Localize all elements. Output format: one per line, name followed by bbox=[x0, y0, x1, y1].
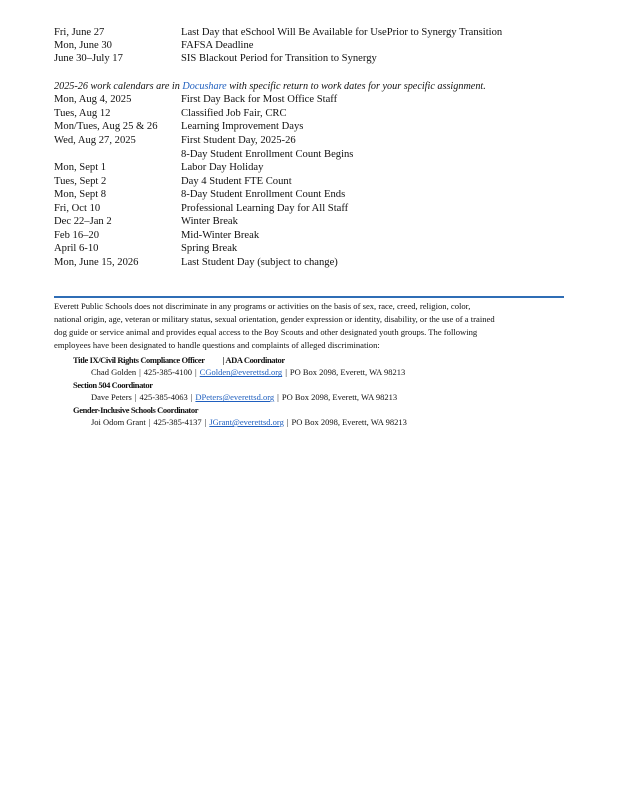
section-divider bbox=[54, 296, 564, 298]
contact-address: PO Box 2098, Everett, WA 98213 bbox=[289, 367, 406, 378]
schedule-date: Wed, Aug 27, 2025 bbox=[54, 135, 136, 146]
contact-title-text: Section 504 Coordinator bbox=[73, 379, 153, 390]
notice-line: national origin, age, veteran or military status, sexual orientation, gender expression or identity, disability, or the use of a trained bbox=[54, 314, 495, 324]
contact-address: PO Box 2098, Everett, WA 98213 bbox=[291, 417, 407, 428]
contacts-list bbox=[73, 354, 407, 428]
schedule-event: 8-Day Student Enrollment Count Begins bbox=[181, 149, 354, 160]
contact-title bbox=[73, 354, 407, 366]
schedule-date: Mon/Tues, Aug 25 & 26 bbox=[54, 121, 158, 132]
contact-title-secondary: | ADA Coordinator bbox=[222, 355, 285, 365]
schedule-date: Fri, Oct 10 bbox=[54, 203, 101, 214]
schedule-event: Labor Day Holiday bbox=[181, 162, 264, 173]
schedule-event: Professional Learning Day for All Staff bbox=[181, 203, 349, 214]
schedule-date: Mon, Sept 1 bbox=[54, 162, 107, 173]
schedule-event: Spring Break bbox=[181, 243, 238, 254]
contact-phone: 425-385-4137 bbox=[153, 417, 202, 428]
schedule-event: 8-Day Student Enrollment Count Ends bbox=[181, 189, 346, 200]
notice-line: dog guide or service animal and provides equal access to the Boy Scouts and other designated youth groups. The following bbox=[54, 327, 478, 337]
contact-phone: 425-385-4100 bbox=[143, 367, 192, 378]
schedule-date: Mon, Aug 4, 2025 bbox=[54, 94, 132, 105]
schedule-event: Day 4 Student FTE Count bbox=[181, 176, 292, 187]
contact-title-text: Title IX/Civil Rights Compliance Officer bbox=[73, 355, 205, 365]
schedule-event: First Day Back for Most Office Staff bbox=[181, 94, 338, 105]
contact-address: PO Box 2098, Everett, WA 98213 bbox=[281, 392, 398, 403]
contact-email-link[interactable]: CGolden@everettsd.org bbox=[199, 367, 283, 378]
contact-name: Chad Golden bbox=[91, 367, 137, 378]
schedule-event: Last Student Day (subject to change) bbox=[181, 257, 338, 268]
schedule-date: Dec 22–Jan 2 bbox=[54, 216, 112, 227]
schedule-event: SIS Blackout Period for Transition to Synergy bbox=[181, 53, 377, 64]
schedule-date: Tues, Aug 12 bbox=[54, 108, 111, 119]
schedule-date: Mon, June 15, 2026 bbox=[54, 257, 139, 268]
work-calendar-note bbox=[54, 80, 486, 94]
schedule-event: First Student Day, 2025-26 bbox=[181, 135, 296, 146]
notice-line: Everett Public Schools does not discriminate in any programs or activities on the basis of sex, race, creed, religion, color, bbox=[54, 301, 471, 311]
schedule-event: Winter Break bbox=[181, 216, 238, 227]
nondiscrimination-notice bbox=[54, 300, 566, 352]
contact-phone: 425-385-4063 bbox=[139, 392, 188, 403]
schedule-event: Last Day that eSchool Will Be Available for UsePrior to Synergy Transition bbox=[181, 27, 503, 38]
contact-detail: Joi Odom Grant | 425-385-4137 | JGrant@everettsd.org | PO Box 2098, Everett, WA 98213 bbox=[91, 417, 407, 428]
contact-email-link[interactable]: DPeters@everettsd.org bbox=[195, 392, 275, 403]
contact-name: Joi Odom Grant bbox=[91, 417, 146, 428]
schedule-event: Learning Improvement Days bbox=[181, 121, 304, 132]
schedule-date: April 6-10 bbox=[54, 243, 99, 254]
contact-detail: Dave Peters | 425-385-4063 | DPeters@everettsd.org | PO Box 2098, Everett, WA 98213 bbox=[91, 392, 398, 403]
contact-title-text: Gender-Inclusive Schools Coordinator bbox=[73, 404, 199, 415]
note-suffix: with specific return to work dates for your specific assignment. bbox=[226, 81, 486, 92]
note-prefix: 2025-26 work calendars are in bbox=[54, 81, 183, 92]
schedule-event: Classified Job Fair, CRC bbox=[181, 108, 287, 119]
schedule-event: FAFSA Deadline bbox=[181, 40, 254, 51]
contact-title bbox=[73, 379, 407, 391]
schedule-event: Mid-Winter Break bbox=[181, 230, 260, 241]
contact-title bbox=[73, 404, 407, 416]
docushare-link[interactable]: Docushare bbox=[182, 81, 227, 92]
schedule-date: Feb 16–20 bbox=[54, 230, 100, 241]
schedule-date: Tues, Sept 2 bbox=[54, 176, 107, 187]
contact-name: Dave Peters bbox=[91, 392, 132, 403]
contact-detail: Chad Golden | 425-385-4100 | CGolden@everettsd.org | PO Box 2098, Everett, WA 98213 bbox=[91, 367, 406, 378]
schedule-date: June 30–July 17 bbox=[54, 53, 123, 64]
schedule-date: Mon, June 30 bbox=[54, 40, 112, 51]
schedule-date: Fri, June 27 bbox=[54, 27, 105, 38]
contact-email-link[interactable]: JGrant@everettsd.org bbox=[209, 417, 284, 428]
schedule-date: Mon, Sept 8 bbox=[54, 189, 107, 200]
notice-line: employees have been designated to handle questions and complaints of alleged discrimination: bbox=[54, 340, 380, 350]
